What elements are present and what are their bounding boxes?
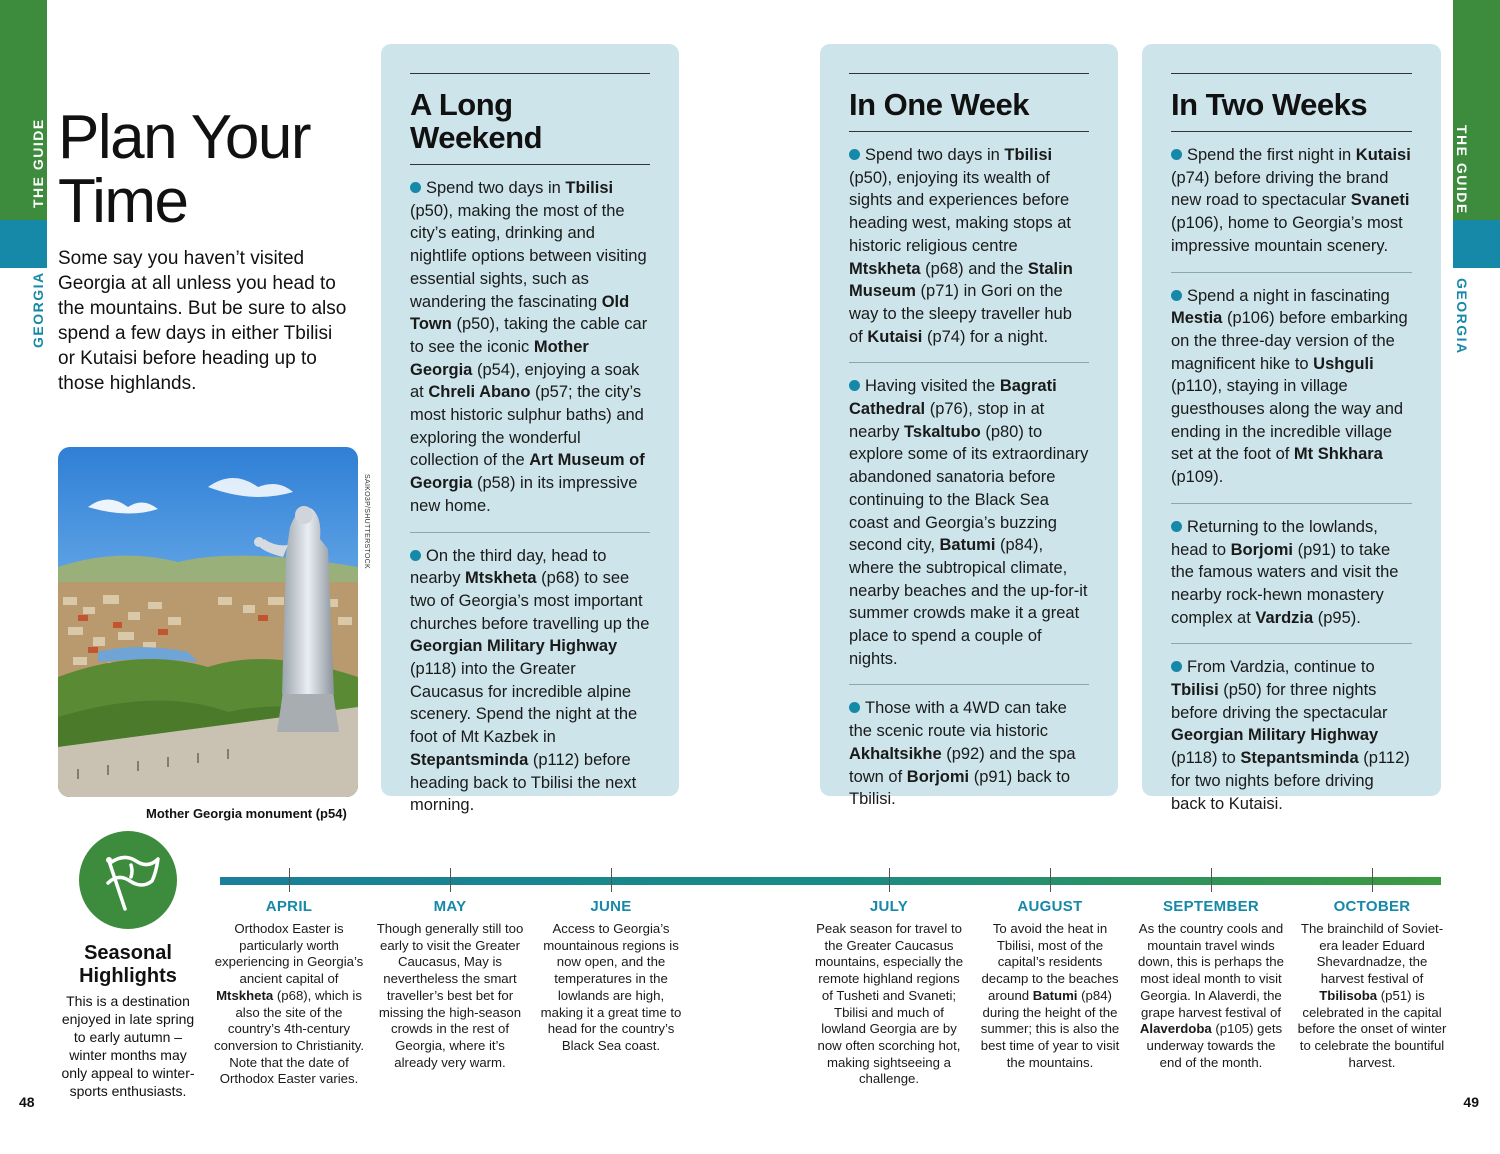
- text-run: (p71) in Gori on the way to the sleepy traveller hub of: [849, 282, 1072, 346]
- bullet-icon: [1171, 149, 1182, 160]
- text-run: (p84) during the height of the summer; this is also the best time of year to visit the mountains.: [980, 987, 1120, 1070]
- guide-tab-label: THE GUIDE: [30, 118, 46, 208]
- text-run: (p118) into the Greater Caucasus for incredible alpine scenery. Spend the night at the foot of Mt Kazbek in: [410, 660, 638, 747]
- box-top-rule: [849, 73, 1089, 74]
- month-july: [814, 898, 964, 1088]
- text-run: (p50), making the most of the city’s eating, drinking and nightlife options between visiting essential sights, such as wandering the fascinating: [410, 201, 647, 311]
- timeline-tick: [1050, 868, 1051, 892]
- text-run: (p76), stop in at nearby: [849, 400, 1045, 441]
- text-run: (p54), enjoying a soak at: [410, 360, 640, 402]
- month-name: OCTOBER: [1333, 898, 1411, 915]
- text-run: Spend two days in: [865, 146, 1005, 164]
- text-run: (p84), where the subtropical climate, nearby beaches and the up-for-it summer crowds make it a great place to spend a couple of nights.: [849, 536, 1088, 668]
- text-run: (p95).: [1313, 608, 1361, 627]
- page-title: [58, 103, 310, 236]
- text-run: Spend two days in: [426, 179, 566, 197]
- itinerary-items: [849, 132, 1089, 825]
- place-name: Stalin Museum: [849, 259, 1073, 301]
- photo-credit: SAIKO3P/SHUTTERSTOCK: [363, 474, 370, 569]
- place-name: Ushguli: [1313, 354, 1374, 373]
- bullet-icon: [410, 182, 421, 193]
- itinerary-item: [849, 685, 1089, 825]
- photo-caption: Mother Georgia monument (p54): [146, 806, 347, 821]
- month-name: JUNE: [590, 898, 632, 915]
- page-number-left: 48: [19, 1094, 35, 1110]
- itinerary-title-text: In Two Weeks: [1171, 87, 1368, 122]
- bullet-icon: [849, 149, 860, 160]
- title-line: Plan Your: [58, 103, 310, 172]
- timeline-tick: [450, 868, 451, 892]
- month-name: MAY: [433, 898, 467, 915]
- timeline-tick: [1372, 868, 1373, 892]
- text-run: (p50) for three nights before driving the spectacular: [1171, 681, 1388, 722]
- itinerary-two-weeks: [1142, 44, 1441, 813]
- place-name: Mtskheta: [465, 569, 537, 588]
- itinerary-title: [849, 88, 1089, 132]
- box-top-rule: [1171, 73, 1412, 74]
- place-name: Stepantsminda: [410, 750, 529, 769]
- text-run: (p112) for two nights before driving back to Kutaisi.: [1171, 749, 1410, 813]
- itinerary-item: [1171, 504, 1412, 645]
- text-run: As the country cools and mountain travel winds down, this is perhaps the most ideal month to visit Georgia. In Alaverdi, the grape harvest festival of: [1138, 921, 1284, 1020]
- text-run: (p91) back to Tbilisi.: [849, 767, 1071, 809]
- text-run: (p112) before heading back to Tbilisi the next morning.: [410, 750, 637, 815]
- itinerary-item: [410, 165, 650, 533]
- text-run: (p50), taking the cable car to see the iconic: [410, 315, 648, 356]
- text-run: (p105) gets underway towards the end of the month.: [1146, 1021, 1283, 1070]
- itinerary-item: [1171, 273, 1412, 504]
- month-may: [375, 898, 525, 1071]
- photo-illustration: [58, 447, 358, 797]
- place-name: Mtskheta: [216, 987, 274, 1003]
- left-side-tab: [0, 0, 47, 1154]
- place-name: Vardzia: [1255, 608, 1314, 627]
- place-name: Tbilisi: [1004, 146, 1053, 164]
- text-run: On the third day, head to nearby: [410, 546, 607, 588]
- month-name: JULY: [869, 898, 909, 915]
- place-name: Tbilisi: [1171, 681, 1219, 700]
- itinerary-title-text: A Long Weekend: [410, 87, 543, 155]
- month-description: [214, 921, 364, 1088]
- month-september: [1136, 898, 1286, 1071]
- place-name: Tbilisoba: [1319, 987, 1378, 1003]
- text-run: Access to Georgia’s mountainous regions is now open, and the temperatures in the lowlands are high, making it a great time to head for the country’s Black Sea coast.: [540, 921, 682, 1053]
- month-description: [1136, 921, 1286, 1071]
- bullet-icon: [849, 380, 860, 391]
- place-name: Chreli Abano: [428, 383, 531, 402]
- text-run: The brainchild of Soviet-era leader Eduard Shevardnadze, the harvest festival of: [1300, 921, 1444, 987]
- text-run: Those with a 4WD can take the scenic route via historic: [849, 699, 1067, 741]
- place-name: Mestia: [1171, 309, 1223, 328]
- place-name: Kutaisi: [1355, 146, 1411, 164]
- place-name: Georgian Military Highway: [410, 637, 618, 656]
- month-description: [375, 921, 525, 1071]
- itinerary-long-weekend: [381, 44, 679, 815]
- bullet-icon: [1171, 661, 1182, 672]
- month-name: AUGUST: [1017, 898, 1083, 915]
- text-run: (p106) before embarking on the three-day version of the magnificent hike to: [1171, 309, 1408, 373]
- page-number-right: 49: [1463, 1094, 1479, 1110]
- place-name: Batumi: [1032, 987, 1078, 1003]
- month-august: [975, 898, 1125, 1071]
- text-run: (p74) for a night.: [922, 327, 1049, 346]
- itinerary-item: [1171, 644, 1412, 829]
- text-run: Though generally still too early to visit the Greater Caucasus, May is nevertheless the smart traveller’s best bet for missing the high-season crowds in the rest of Georgia, where it’s already very warm.: [376, 921, 524, 1070]
- place-name: Borjomi: [1230, 540, 1293, 559]
- country-tab-bg: [1453, 220, 1500, 268]
- flag-icon: [79, 831, 177, 929]
- month-june: [536, 898, 686, 1055]
- itinerary-title-text: In One Week: [849, 87, 1029, 122]
- intro-text: Some say you haven’t visited Georgia at all unless you head to the mountains. But be sure to also spend a few days in either Tbilisi or Kutaisi before heading up to those highlands.: [58, 248, 347, 394]
- seasonal-description: This is a destination enjoyed in late spring to early autumn – winter months may only appeal to winter-sports enthusiasts.: [61, 993, 195, 1099]
- bullet-icon: [849, 702, 860, 713]
- text-run: (p68) and the: [920, 259, 1028, 278]
- timeline-tick: [611, 868, 612, 892]
- text-run: (p68), which is also the site of the country’s 4th-century conversion to Christianity. Note that the date of Orthodox Easter varies.: [214, 987, 365, 1087]
- text-run: Peak season for travel to the Greater Caucasus mountains, especially the remote highland regions of Tusheti and Svaneti; Tbilisi and much of lowland Georgia are by now often scorching hot, making sightseeing a challenge.: [814, 921, 964, 1087]
- bullet-icon: [410, 550, 421, 561]
- place-name: Mother Georgia: [410, 337, 589, 379]
- place-name: Georgian Military Highway: [1171, 726, 1379, 745]
- place-name: Mtskheta: [849, 259, 921, 278]
- timeline-tick: [1211, 868, 1212, 892]
- place-name: Borjomi: [906, 767, 970, 786]
- text-run: (p68) to see two of Georgia’s most important churches before travelling up the: [410, 569, 650, 633]
- place-name: Batumi: [939, 536, 996, 555]
- itinerary-title: [1171, 88, 1412, 132]
- timeline-tick: [289, 868, 290, 892]
- itinerary-item: [849, 363, 1089, 685]
- text-run: (p74) before driving the brand new road to spectacular: [1171, 168, 1389, 210]
- month-description: [1297, 921, 1447, 1071]
- text-run: (p51) is celebrated in the capital before the onset of winter to celebrate the bountiful harvest.: [1297, 987, 1447, 1070]
- text-run: (p109).: [1171, 468, 1224, 487]
- text-run: Having visited the: [865, 377, 1000, 396]
- text-run: Returning to the lowlands, head to: [1171, 517, 1378, 559]
- itinerary-items: [410, 165, 650, 831]
- itinerary-item: [849, 132, 1089, 363]
- title-line: Time: [58, 167, 188, 236]
- text-run: Spend a night in fascinating: [1187, 286, 1390, 305]
- text-run: (p106), home to Georgia’s most impressive mountain scenery.: [1171, 214, 1403, 255]
- month-description: [814, 921, 964, 1088]
- text-run: (p91) to take the famous waters and visit the nearby rock-hewn monastery complex at: [1171, 540, 1399, 627]
- text-run: (p110), staying in village guesthouses along the way and ending in the incredible village set at the foot of: [1171, 377, 1404, 464]
- itinerary-item: [410, 533, 650, 831]
- bullet-icon: [1171, 521, 1182, 532]
- text-run: To avoid the heat in Tbilisi, most of the capital’s residents decamp to the beaches around: [981, 921, 1119, 1003]
- itinerary-title: [410, 88, 650, 165]
- place-name: Kutaisi: [867, 327, 923, 346]
- text-run: Spend the first night in: [1187, 146, 1356, 164]
- text-run: Orthodox Easter is particularly worth experiencing in Georgia’s ancient capital of: [214, 921, 364, 987]
- text-run: From Vardzia, continue to: [1187, 658, 1375, 677]
- place-name: Tskaltubo: [904, 422, 981, 441]
- text-run: (p80) to explore some of its extraordinary abandoned sanatoria before continuing to the Black Sea coast and Georgia’s buzzing second city,: [849, 422, 1089, 555]
- place-name: Art Museum of Georgia: [410, 451, 645, 493]
- seasonal-title: Seasonal Highlights: [79, 942, 177, 987]
- timeline-bar: [220, 877, 1441, 885]
- place-name: Akhaltsikhe: [849, 744, 942, 763]
- text-run: (p57; the city’s most historic sulphur baths) and exploring the wonderful collection of the: [410, 383, 644, 470]
- right-side-tab: THE GUIDE GEORGIA: [1453, 0, 1500, 1154]
- mother-georgia-photo: [58, 447, 358, 797]
- month-name: APRIL: [265, 898, 313, 915]
- itinerary-items: [1171, 132, 1412, 829]
- place-name: Old Town: [410, 292, 630, 334]
- bullet-icon: [1171, 290, 1182, 301]
- month-description: [975, 921, 1125, 1071]
- box-top-rule: [410, 73, 650, 74]
- month-october: [1297, 898, 1447, 1071]
- place-name: Bagrati Cathedral: [849, 377, 1057, 419]
- place-name: Stepantsminda: [1240, 749, 1359, 768]
- place-name: Tbilisi: [565, 179, 614, 197]
- country-tab-label: GEORGIA: [30, 271, 46, 348]
- text-run: (p50), enjoying its wealth of sights and experiences before heading west, making stops at historic religious centre: [849, 168, 1071, 255]
- text-run: (p58) in its impressive new home.: [410, 474, 638, 515]
- place-name: Alaverdoba: [1139, 1021, 1212, 1037]
- place-name: Mt Shkhara: [1293, 445, 1383, 464]
- timeline-tick: [889, 868, 890, 892]
- month-name: SEPTEMBER: [1162, 898, 1260, 915]
- text-run: (p92) and the spa town of: [849, 744, 1076, 786]
- place-name: Svaneti: [1350, 191, 1410, 210]
- country-tab-bg: [0, 220, 47, 268]
- month-april: [214, 898, 364, 1088]
- text-run: (p118) to: [1171, 749, 1241, 768]
- itinerary-one-week: [820, 44, 1118, 809]
- month-description: [536, 921, 686, 1055]
- itinerary-item: [1171, 132, 1412, 273]
